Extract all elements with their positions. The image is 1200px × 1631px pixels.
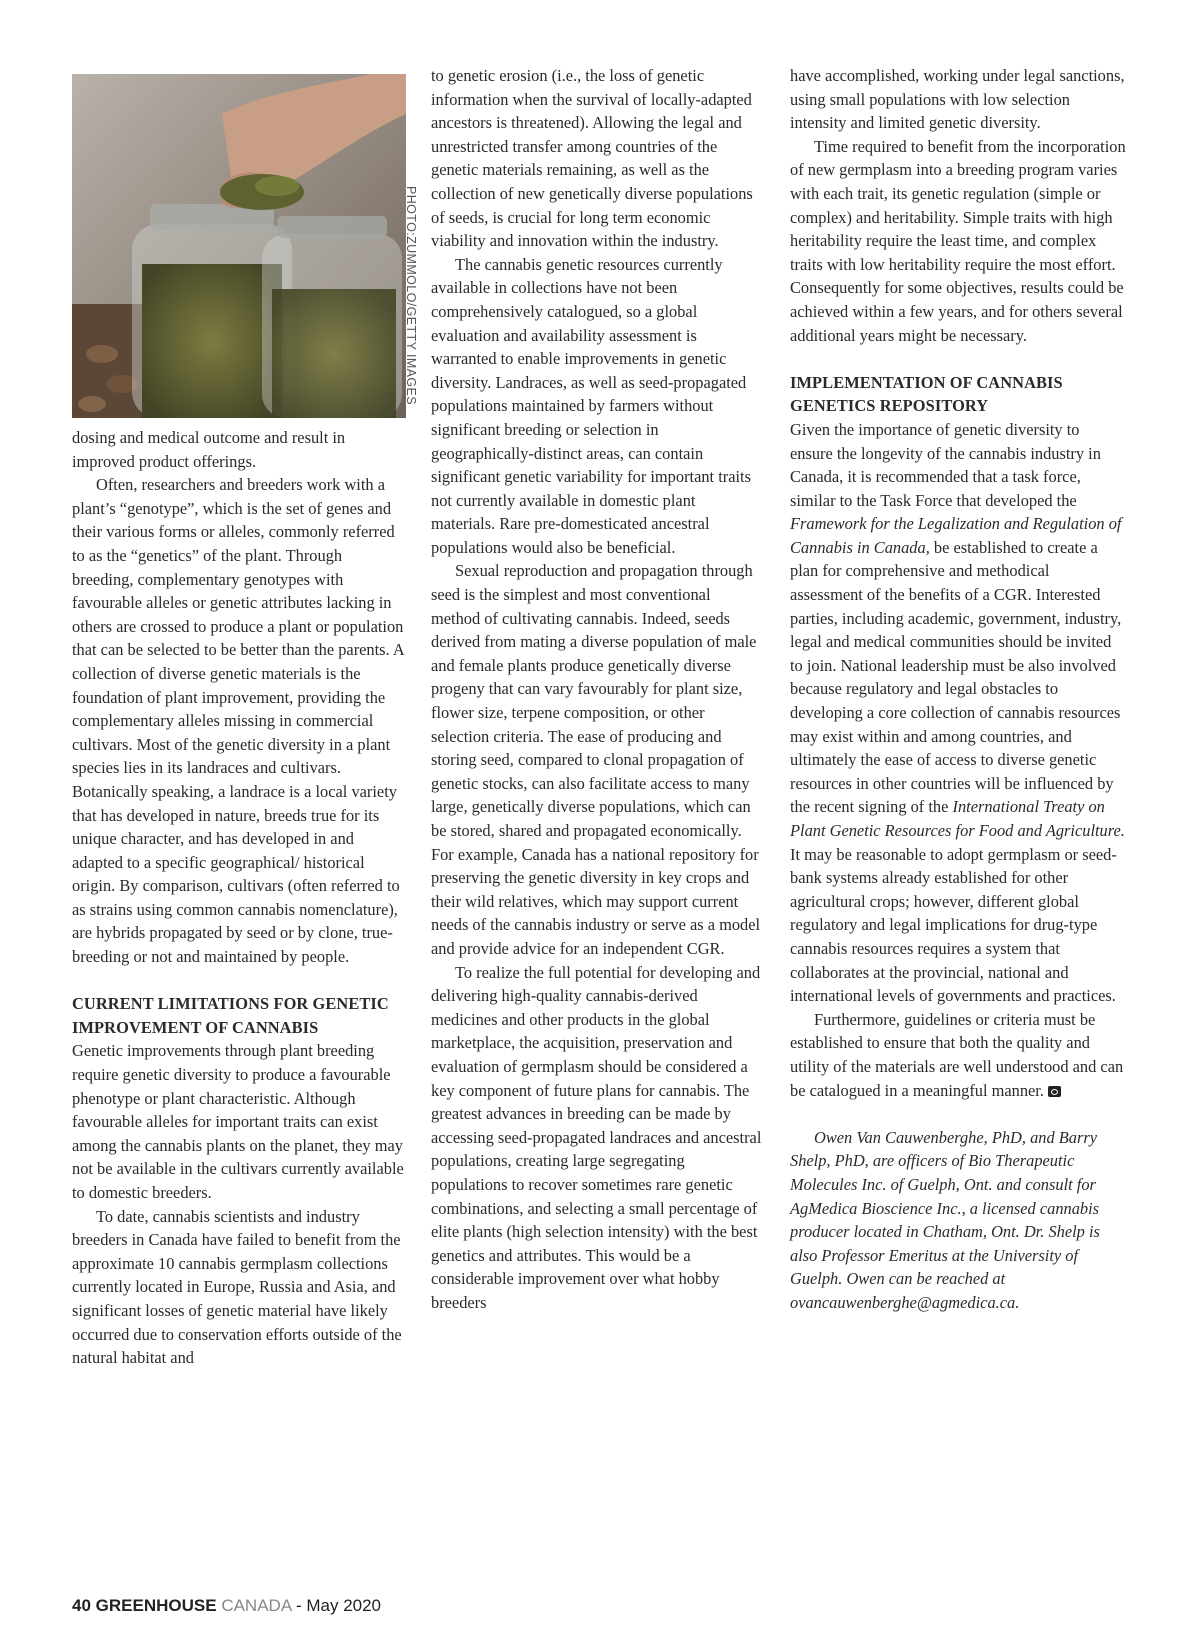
end-mark-icon [1048,1086,1061,1097]
page-footer [72,1596,381,1616]
column-3 [790,64,1126,1314]
section-heading: IMPLEMENTATION OF CANNABIS GENETICS REPOSITORY [790,372,1063,416]
magazine-name: GREENHOUSE [95,1596,217,1615]
paragraph-text: Furthermore, guidelines or criteria must be established to ensure that both the quality and utility of the materials are well understood and can be catalogued in a meaningful manner. [790,1009,1124,1100]
spacer [790,347,1126,371]
paragraph: to genetic erosion (i.e., the loss of genetic information when the survival of locally-adapted ancestors is threatened). Allowing the legal and unrestricted transfer among countries of the genetic materials remaining, as well as the collection of new genetically diverse populations of seeds, is crucial for long term economic viability and innovation within the industry. [431,66,753,251]
page-number: 40 [72,1596,91,1615]
paragraph-text: be established to create a plan for comprehensive and methodical assessment of the benefits of a CGR. Interested parties, including academic, government, industry, legal and medical communities should be invited to join. National leadership must be also involved because regulatory and legal obstacles to developing a core collection of cannabis resources may exist within and among countries, and ultimately the ease of access to diverse genetic resources in other countries will be influenced by the recent signing of the [790,537,1122,817]
author-bio: Owen Van Cauwenberghe, PhD, and Barry Shelp, PhD, are officers of Bio Therapeutic Molecules Inc. of Guelph, Ont. and consult for AgMedica Bioscience Inc., a licensed cannabis producer located in Chatham, Ont. Dr. Shelp is also Professor Emeritus at the University of Guelph. Owen can be reached at ovancauwenberghe@agmedica.ca. [790,1127,1100,1312]
paragraph-text: It may be reasonable to adopt germplasm or seed-bank systems already established for other agricultural crops; however, different global regulatory and legal implications for drug-type cannabis resources requires a system that collaborates at the provincial, national and international levels of governments and practices. [790,844,1117,1006]
cannabis-jars-photo [72,74,406,418]
paragraph: The cannabis genetic resources currently available in collections have not been comprehensively catalogued, so a global evaluation and availability assessment is warranted to enable improvements in genetic diversity. Landraces, as well as seed-propagated populations maintained by farmers without significant breeding or selection in geographically-distinct areas, can contain significant genetic variability for important traits not currently available in domestic plant materials. Rare pre-domesticated ancestral populations would also be beneficial. [431,254,751,557]
spacer [72,969,404,993]
magazine-name-suffix: CANADA [221,1596,292,1615]
section-heading: CURRENT LIMITATIONS FOR GENETIC IMPROVEMENT OF CANNABIS [72,994,389,1037]
column-2 [431,64,763,1314]
paragraph: Often, researchers and breeders work with a plant’s “genotype”, which is the set of genes and their various forms or alleles, commonly referred to as the “genetics” of the plant. Through breeding, complementary genotypes with favourable alleles or genetic attributes lacking in others are crossed to produce a plant or population that can be selected to be better than the parents. A collection of diverse genetic materials is the foundation of plant improvement, providing the complementary alleles missing in commercial cultivars. Most of the genetic diversity in a plant species lies in its landraces and cultivars. Botanically speaking, a landrace is a local variety that has developed in nature, breeds true for its unique character, and has developed in and adapted to a specific geographical/ historical origin. By comparison, cultivars (often referred to as strains using common cannabis nomenclature), are hybrids propagated by seed or by clone, true-breeding or not and maintained by people. [72,475,404,967]
paragraph: Time required to benefit from the incorporation of new germplasm into a breeding program varies with each trait, its genetic regulation (simple or complex) and heritability. Simple traits with high heritability require the least time, and complex traits with low heritability require the most effort. Consequently for some objectives, results could be achieved within a few years, and for others several additional years might be necessary. [790,136,1126,345]
issue-date: - May 2020 [295,1596,382,1615]
treaty-title: International Treaty on Plant Genetic Resources for Food and Agriculture. [790,797,1125,840]
paragraph [790,1008,1126,1102]
photo-credit: PHOTO:ZUMMOLO/GETTY IMAGES [404,186,418,405]
paragraph [790,418,1126,1008]
paragraph: Sexual reproduction and propagation through seed is the simplest and most conventional method of cultivating cannabis. Indeed, seeds derived from mating a diverse population of male and female plants produce genetically diverse progeny that can vary favourably for plant size, flower size, terpene composition, or other selection criteria. The ease of producing and storing seed, compared to clonal propagation of genetic stocks, can also facilitate access to many large, genetically diverse populations, which can be stored, shared and propagated economically. For example, Canada has a national repository for preserving the genetic diversity in key crops and their wild relatives, which may support current needs of the cannabis industry or serve as a model and provide advice for an independent CGR. [431,561,761,958]
column-1 [72,74,404,1370]
paragraph: have accomplished, working under legal sanctions, using small populations with low selection intensity and limited genetic diversity. [790,66,1125,133]
paragraph: dosing and medical outcome and result in improved product offerings. [72,428,346,471]
paragraph: Genetic improvements through plant breeding require genetic diversity to produce a favourable phenotype or plant characteristic. Although favourable alleles for important traits can exist among the cannabis plants on the planet, they may not be available in the cultivars currently available to domestic breeders. [72,1041,404,1202]
photo-illustration-icon [72,74,406,418]
paragraph: To realize the full potential for developing and delivering high-quality cannabis-derived medicines and other products in the global marketplace, the acquisition, preservation and evaluation of germplasm should be considered a key component of future plans for cannabis. The greatest advances in breeding can be made by accessing seed-propagated landraces and ancestral populations, creating large segregating populations to recover sometimes rare genetic combinations, and selecting a small percentage of elite plants (high selection intensity) with the best genetics and attributes. This would be a considerable improvement over what hobby breeders [431,962,762,1312]
spacer [790,1102,1126,1126]
paragraph: To date, cannabis scientists and industry breeders in Canada have failed to benefit from the approximate 10 cannabis germplasm collections currently located in Europe, Russia and Asia, and significant losses of genetic material have likely occurred due to conservation efforts outside of the natural habitat and [72,1206,402,1368]
document-title: Framework for the Legalization and Regulation of Cannabis in Canada, [790,514,1122,557]
paragraph-text: Given the importance of genetic diversity to ensure the longevity of the cannabis industry in Canada, it is recommended that a task force, similar to the Task Force that developed the [790,419,1101,510]
